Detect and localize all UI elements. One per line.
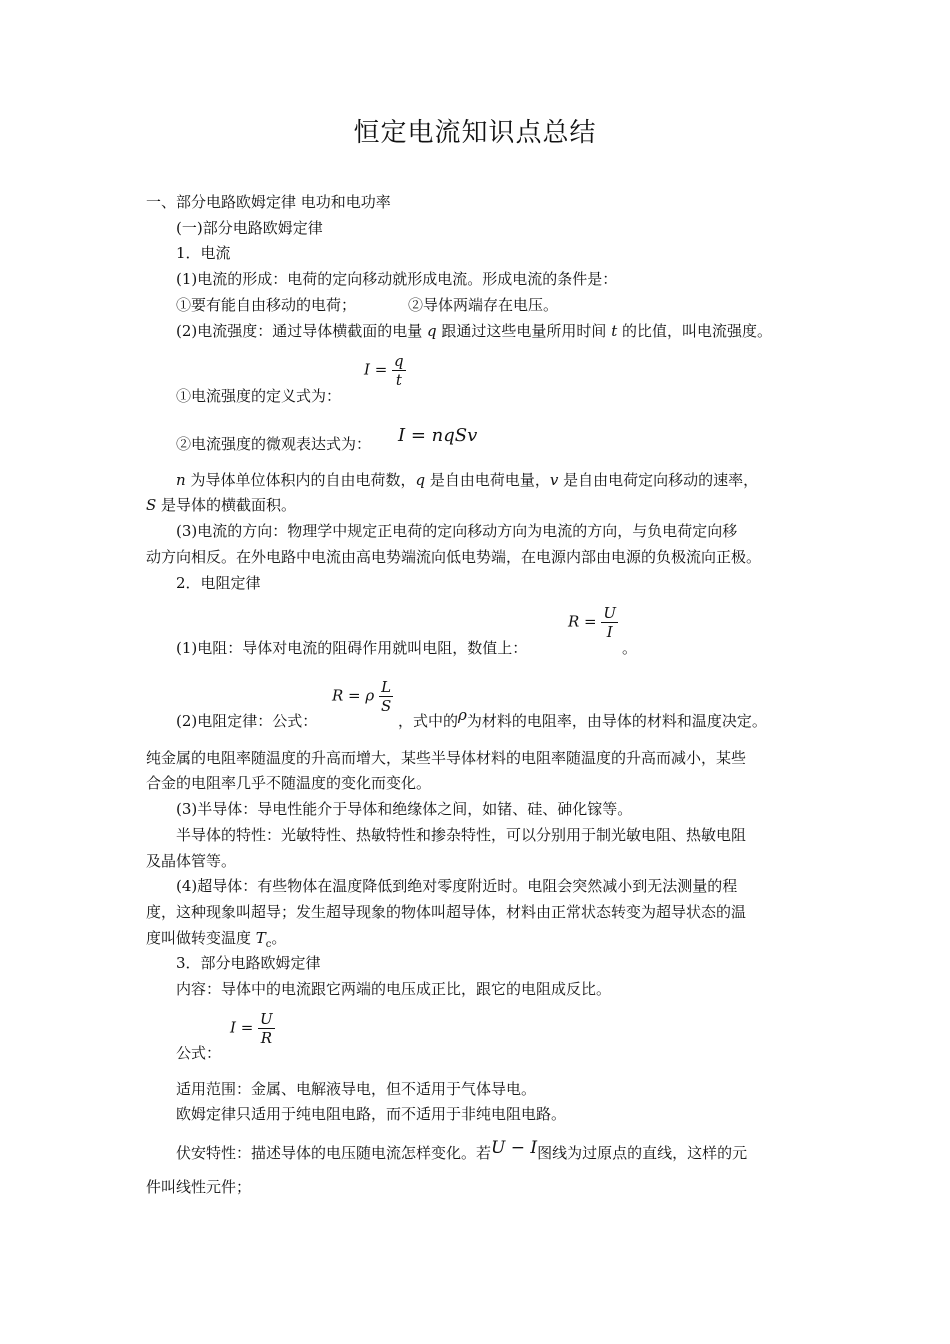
formula-u-i: U − I [491, 1138, 538, 1158]
text-run: 。 [271, 929, 287, 947]
symbol-q: q [427, 322, 437, 340]
subsection-heading: (一)部分电路欧姆定律 [176, 219, 323, 237]
paragraph-line: 欧姆定律只适用于纯电阻电路，而不适用于非纯电阻电路。 [176, 1105, 567, 1123]
condition-2: ②导体两端存在电压。 [408, 296, 559, 314]
paragraph-line [146, 928, 286, 955]
paragraph-line: 纯金属的电阻率随温度的升高而增大，某些半导体材料的电阻率随温度的升高而减小，某些 [146, 749, 747, 767]
paragraph-line: (1)电阻：导体对电流的阻碍作用就叫电阻，数值上： [176, 639, 528, 657]
item-heading-resistance: 2．电阻定律 [176, 574, 261, 592]
text-run: 图线为过原点的直线，这样的元 [537, 1144, 748, 1162]
fraction [392, 352, 406, 389]
section-heading-1: 一、部分电路欧姆定律 电功和电功率 [146, 193, 391, 211]
paragraph-line: (4)超导体：有些物体在温度降低到绝对零度附近时。电阻会突然减小到无法测量的程 [176, 877, 738, 895]
text-run: 是自由电荷电量， [425, 471, 550, 489]
formula-lhs: I = [364, 360, 388, 379]
paragraph-line: (3)半导体：导电性能介于导体和绝缘体之间，如锗、硅、砷化镓等。 [176, 800, 633, 818]
paragraph-line: 合金的电阻率几乎不随温度的变化而变化。 [146, 774, 432, 792]
paragraph-line [176, 321, 772, 341]
text-run: 跟通过这些电量所用时间 [436, 322, 612, 340]
text-run: 为导体单位体积内的自由电荷数， [185, 471, 416, 489]
symbol-q: q [415, 471, 426, 489]
symbol-t: t [611, 322, 618, 340]
text-run: 的比值，叫电流强度。 [617, 322, 772, 340]
paragraph-line: (1)电流的形成：电荷的定向移动就形成电流。形成电流的条件是： [176, 270, 618, 288]
text-run: (2)电流强度：通过导体横截面的电量 [176, 322, 428, 340]
text-run: 度叫做转变温度 [146, 929, 256, 947]
paragraph-line: 适用范围：金属、电解液导电，但不适用于气体导电。 [176, 1080, 537, 1098]
formula-lhs: R = [568, 612, 597, 631]
fraction [379, 678, 393, 715]
condition-1: ①要有能自由移动的电荷； [176, 296, 357, 314]
item-heading-current: 1．电流 [176, 244, 231, 262]
punctuation: 。 [622, 639, 638, 657]
formula-resistivity [332, 678, 393, 715]
paragraph-line: 内容：导体中的电流跟它两端的电压成正比，跟它的电阻成反比。 [176, 980, 612, 998]
text-run: 为材料的电阻率，由导体的材料和温度决定。 [466, 712, 767, 730]
symbol-subscript-c: c [265, 939, 272, 950]
symbol-n: n [176, 471, 186, 489]
paragraph-line: 度，这种现象叫超导；发生超导现象的物体叫超导体，材料由正常状态转变为超导状态的温 [146, 903, 747, 921]
paragraph-line: ①电流强度的定义式为： [176, 387, 342, 405]
fraction-numerator: L [379, 678, 393, 697]
symbol-rho: ρ [458, 706, 467, 724]
paragraph-line [176, 1138, 748, 1163]
fraction-denominator: t [395, 371, 402, 389]
fraction [601, 604, 618, 641]
formula-current-micro: I = nqSv [398, 425, 478, 446]
paragraph-line: 公式： [176, 1044, 222, 1062]
paragraph-line: 件叫线性元件； [146, 1178, 252, 1196]
fraction-numerator: U [603, 604, 617, 622]
formula-ohms-law [230, 1010, 275, 1047]
fraction-denominator: I [606, 623, 613, 641]
formula-lhs: R = ρ [332, 686, 375, 705]
page-title: 恒定电流知识点总结 [353, 118, 597, 148]
text-run: 是自由电荷定向移动的速率， [558, 471, 759, 489]
symbol-v: v [549, 471, 559, 489]
fraction-denominator: S [381, 697, 392, 715]
paragraph-line [176, 295, 558, 315]
paragraph-line [146, 495, 296, 515]
fraction-denominator: R [260, 1029, 273, 1047]
text-run: ，式中的 [398, 712, 459, 730]
paragraph-line: (3)电流的方向：物理学中规定正电荷的定向移动方向为电流的方向，与负电荷定向移 [176, 522, 738, 540]
fraction [258, 1010, 275, 1047]
fraction-numerator: q [394, 352, 404, 370]
paragraph-line [176, 470, 758, 490]
formula-resistance [568, 604, 618, 641]
paragraph-line: 及晶体管等。 [146, 852, 237, 870]
paragraph-line: 动方向相反。在外电路中电流由高电势端流向低电势端，在电源内部由电源的负极流向正极。 [146, 548, 762, 566]
paragraph-line: (2)电阻定律：公式： [176, 712, 318, 730]
paragraph-line [398, 706, 767, 731]
formula-current-definition [364, 352, 406, 389]
paragraph-line: 半导体的特性：光敏特性、热敏特性和掺杂特性，可以分别用于制光敏电阻、热敏电阻 [176, 826, 747, 844]
fraction-numerator: U [260, 1010, 273, 1028]
symbol-S: S [146, 496, 157, 514]
formula-lhs: I = [230, 1018, 254, 1037]
symbol-T: T [255, 929, 266, 947]
text-run: 伏安特性：描述导体的电压随电流怎样变化。若 [176, 1144, 492, 1162]
item-heading-ohms-law: 3．部分电路欧姆定律 [176, 954, 321, 972]
text-run: 是导体的横截面积。 [156, 496, 297, 514]
paragraph-line: ②电流强度的微观表达式为： [176, 435, 372, 453]
